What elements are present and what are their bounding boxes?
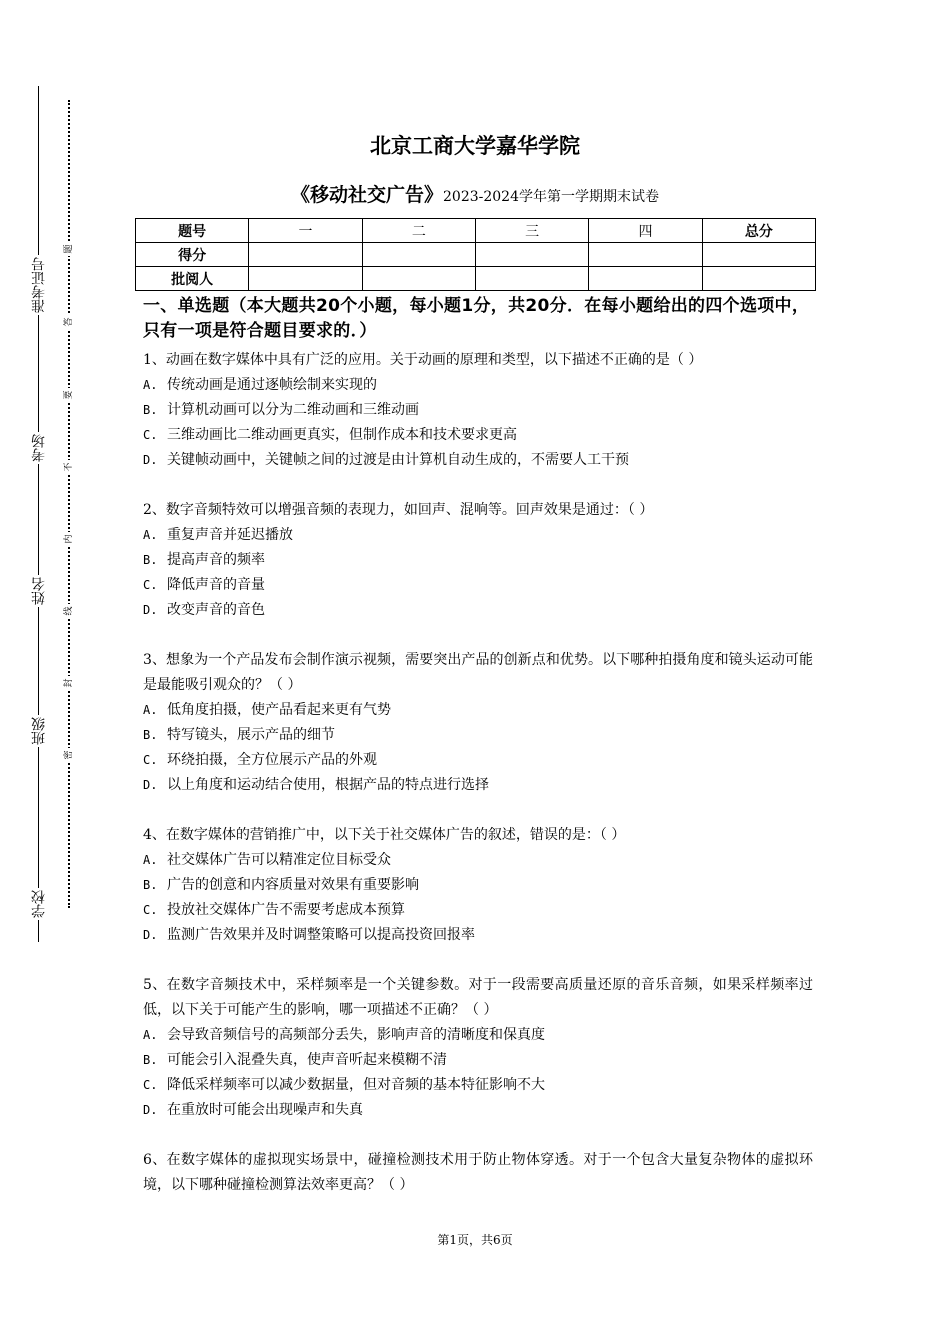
option-a: [143, 698, 813, 723]
seal-char: 密: [63, 748, 75, 762]
course-name: 《移动社交广告》: [290, 184, 443, 206]
option-text: 环绕拍摄，全方位展示产品的外观: [167, 752, 377, 768]
option-mark: D.: [143, 603, 158, 617]
option-mark: D.: [143, 778, 158, 792]
option-mark: C.: [143, 578, 158, 592]
header-cell: 四: [589, 219, 702, 243]
option-mark: C.: [143, 1078, 158, 1092]
seal-char: 内: [63, 532, 75, 546]
school-title: 北京工商大学嘉华学院: [370, 134, 580, 158]
option-mark: D.: [143, 453, 158, 467]
option-d: [143, 448, 813, 473]
option-mark: B.: [143, 403, 158, 417]
row-label: 得分: [136, 243, 249, 267]
option-text: 计算机动画可以分为二维动画和三维动画: [167, 402, 419, 418]
option-mark: C.: [143, 903, 158, 917]
exam-subtitle: [0, 180, 950, 207]
score-cell: [702, 243, 815, 267]
seal-char: 不: [63, 460, 75, 474]
option-text: 会导致音频信号的高频部分丢失，影响声音的清晰度和保真度: [167, 1027, 545, 1043]
exam-content: [143, 294, 813, 1223]
option-text: 可能会引入混叠失真，使声音听起来模糊不清: [167, 1052, 447, 1068]
option-text: 社交媒体广告可以精准定位目标受众: [167, 852, 391, 868]
option-mark: A.: [143, 703, 158, 717]
option-text: 关键帧动画中，关键帧之间的过渡是由计算机自动生成的，不需要人工干预: [167, 452, 629, 468]
grader-cell: [362, 267, 475, 291]
binding-label-school: 学校: [31, 890, 47, 918]
binding-label-exam-room: 考场: [31, 434, 47, 462]
question-5: [143, 973, 813, 1123]
grader-cell: [249, 267, 362, 291]
option-mark: D.: [143, 1103, 158, 1117]
binding-label-class: 班级: [31, 717, 47, 745]
score-table-header-row: [136, 219, 816, 243]
option-mark: B.: [143, 728, 158, 742]
header-cell: 总分: [702, 219, 815, 243]
option-mark: C.: [143, 753, 158, 767]
score-cell: [249, 243, 362, 267]
option-mark: B.: [143, 1053, 158, 1067]
option-mark: B.: [143, 553, 158, 567]
option-d: [143, 1098, 813, 1123]
header-cell: 题号: [136, 219, 249, 243]
score-cell: [362, 243, 475, 267]
question-stem: 5、在数字音频技术中，采样频率是一个关键参数。对于一段需要高质量还原的音乐音频，如果采样频率过低，以下关于可能产生的影响，哪一项描述不正确？（ ）: [143, 977, 813, 1018]
question-stem: 1、动画在数字媒体中具有广泛的应用。关于动画的原理和类型，以下描述不正确的是（ ）: [143, 352, 703, 368]
option-text: 以上角度和运动结合使用，根据产品的特点进行选择: [167, 777, 489, 793]
binding-label-exam-number: 准考证号: [31, 257, 47, 313]
question-stem: 3、想象为一个产品发布会制作演示视频，需要突出产品的创新点和优势。以下哪种拍摄角度和镜头运动可能是最能吸引观众的？（ ）: [143, 652, 813, 693]
option-a: [143, 1023, 813, 1048]
option-c: [143, 898, 813, 923]
option-a: [143, 848, 813, 873]
option-c: [143, 573, 813, 598]
option-text: 三维动画比二维动画更真实，但制作成本和技术要求更高: [167, 427, 517, 443]
binding-dotted-line: [68, 100, 70, 908]
grader-cell: [475, 267, 588, 291]
option-text: 降低声音的音量: [167, 577, 265, 593]
option-b: [143, 398, 813, 423]
option-text: 特写镜头，展示产品的细节: [167, 727, 335, 743]
option-mark: C.: [143, 428, 158, 442]
seal-char: 要: [63, 388, 75, 402]
option-text: 在重放时可能会出现噪声和失真: [167, 1102, 363, 1118]
option-d: [143, 773, 813, 798]
option-b: [143, 873, 813, 898]
question-4: [143, 823, 813, 948]
option-b: [143, 723, 813, 748]
option-text: 降低采样频率可以减少数据量，但对音频的基本特征影响不大: [167, 1077, 545, 1093]
seal-char: 题: [63, 242, 75, 256]
option-b: [143, 1048, 813, 1073]
option-a: [143, 523, 813, 548]
option-text: 传统动画是通过逐帧绘制来实现的: [167, 377, 377, 393]
score-row: [136, 243, 816, 267]
option-b: [143, 548, 813, 573]
question-3: [143, 648, 813, 798]
option-a: [143, 373, 813, 398]
seal-char: 封: [63, 676, 75, 690]
option-text: 改变声音的音色: [167, 602, 265, 618]
question-2: [143, 498, 813, 623]
page-footer: 第1页，共6页: [437, 1233, 513, 1247]
option-mark: B.: [143, 878, 158, 892]
option-text: 低角度拍摄，使产品看起来更有气势: [167, 702, 391, 718]
option-mark: D.: [143, 928, 158, 942]
grader-cell: [589, 267, 702, 291]
binding-label-name: 姓名: [31, 577, 47, 605]
header-cell: 一: [249, 219, 362, 243]
score-cell: [589, 243, 702, 267]
grader-cell: [702, 267, 815, 291]
question-stem: 4、在数字媒体的营销推广中，以下关于社交媒体广告的叙述，错误的是：（ ）: [143, 827, 626, 843]
option-c: [143, 748, 813, 773]
option-c: [143, 1073, 813, 1098]
grader-row: [136, 267, 816, 291]
option-mark: A.: [143, 853, 158, 867]
seal-char: 答: [63, 315, 75, 329]
option-mark: A.: [143, 528, 158, 542]
question-stem: 2、数字音频特效可以增强音频的表现力，如回声、混响等。回声效果是通过：（ ）: [143, 502, 654, 518]
header-cell: 三: [475, 219, 588, 243]
option-d: [143, 923, 813, 948]
option-mark: A.: [143, 1028, 158, 1042]
exam-term: 2023-2024学年第一学期期末试卷: [443, 189, 659, 205]
option-text: 投放社交媒体广告不需要考虑成本预算: [167, 902, 405, 918]
option-c: [143, 423, 813, 448]
question-6: [143, 1148, 813, 1198]
seal-char: 线: [63, 604, 75, 618]
header-cell: 二: [362, 219, 475, 243]
row-label: 批阅人: [136, 267, 249, 291]
question-1: [143, 348, 813, 473]
score-cell: [475, 243, 588, 267]
score-table: [135, 218, 816, 291]
option-d: [143, 598, 813, 623]
binding-solid-line: [38, 86, 39, 942]
section-title: 一、单选题（本大题共20个小题，每小题1分，共20分．在每小题给出的四个选项中，只有一项是符合题目要求的．）: [143, 296, 810, 341]
option-text: 提高声音的频率: [167, 552, 265, 568]
option-text: 监测广告效果并及时调整策略可以提高投资回报率: [167, 927, 475, 943]
option-mark: A.: [143, 378, 158, 392]
question-stem: 6、在数字媒体的虚拟现实场景中，碰撞检测技术用于防止物体穿透。对于一个包含大量复杂物体的虚拟环境，以下哪种碰撞检测算法效率更高？（ ）: [143, 1152, 813, 1193]
option-text: 重复声音并延迟播放: [167, 527, 293, 543]
option-text: 广告的创意和内容质量对效果有重要影响: [167, 877, 419, 893]
